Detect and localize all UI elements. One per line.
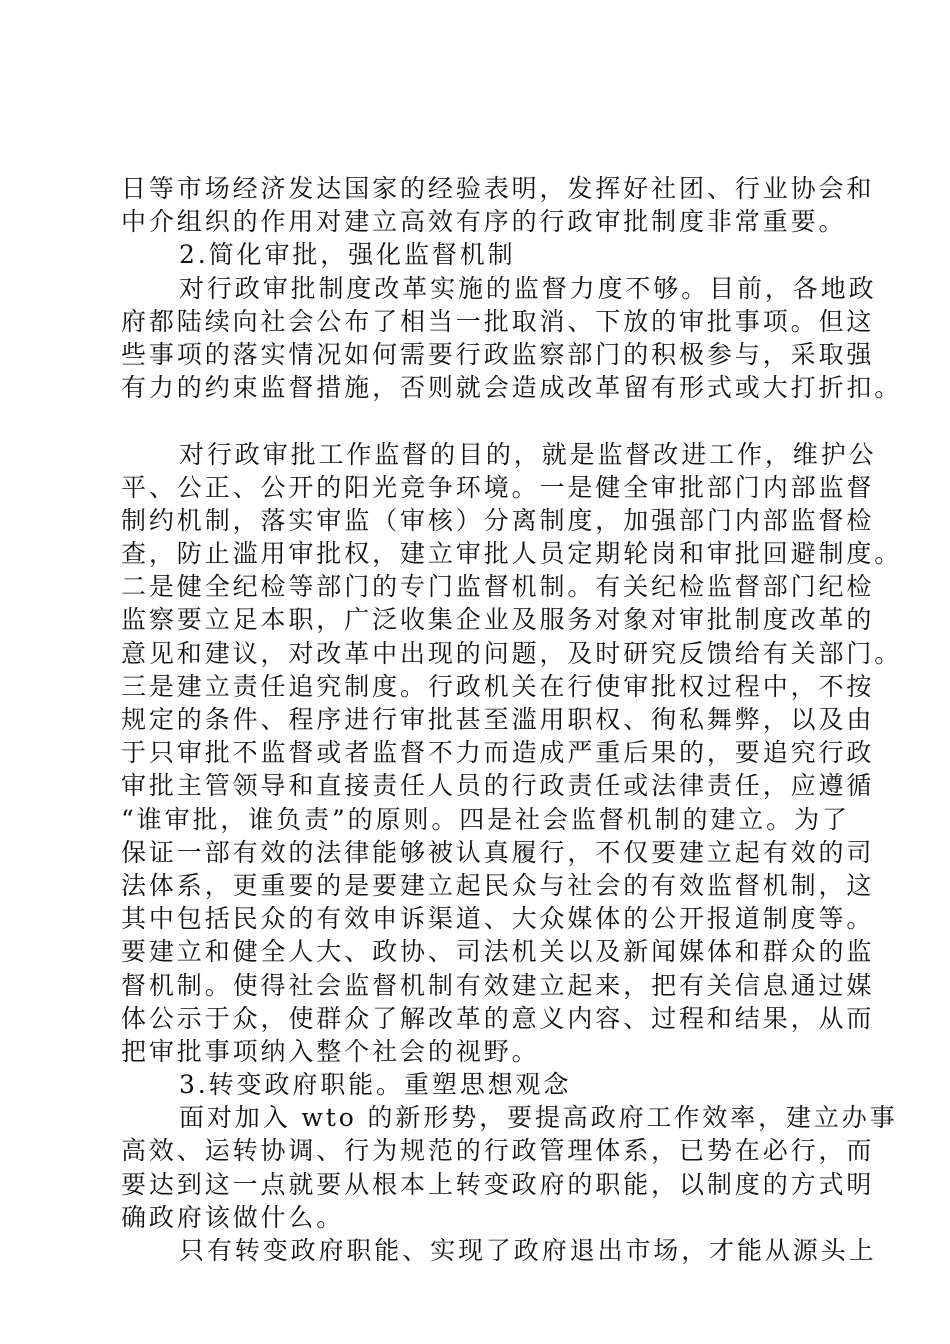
paragraph-start: 面对加入 wto 的新形势，要提高政府工作效率，建立办事 (179, 1103, 898, 1133)
paragraph-start: 对行政审批制度改革实施的监督力度不够。目前，各地政 (179, 273, 877, 303)
text-line: 要建立和健全人大、政协、司法机关以及新闻媒体和群众的监 (121, 937, 875, 967)
text-line: 三是建立责任追究制度。行政机关在行使审批权过程中，不按 (121, 671, 875, 701)
text-line: 中介组织的作用对建立高效有序的行政审批制度非常重要。 (121, 207, 847, 237)
text-line: 些事项的落实情况如何需要行政监察部门的积极参与，采取强 (121, 339, 875, 369)
text-line: 平、公正、公开的阳光竞争环境。一是健全审批部门内部监督 (121, 472, 875, 502)
text-line: 审批主管领导和直接责任人员的行政责任或法律责任，应遵循 (121, 771, 875, 801)
paragraph-start: 对行政审批工作监督的目的，就是监督改进工作，维护公 (179, 439, 877, 469)
text-line: 确政府该做什么。 (121, 1202, 345, 1232)
text-line: “谁审批，谁负责”的原则。四是社会监督机制的建立。为了 (121, 804, 850, 834)
text-line: 保证一部有效的法律能够被认真履行，不仅要建立起有效的司 (121, 837, 875, 867)
text-line: 其中包括民众的有效申诉渠道、大众媒体的公开报道制度等。 (121, 904, 875, 934)
paragraph-start: 只有转变政府职能、实现了政府退出市场，才能从源头上 (179, 1236, 877, 1265)
section-heading: 3.转变政府职能。重塑思想观念 (179, 1070, 572, 1100)
text-line: 体公示于众，使群众了解改革的意义内容、过程和结果，从而 (121, 1003, 875, 1033)
text-line: 监察要立足本职，广泛收集企业及服务对象对审批制度改革的 (121, 605, 875, 635)
text-line: 府都陆续向社会公布了相当一批取消、下放的审批事项。但这 (121, 306, 875, 336)
text-line: 制约机制，落实审监（审核）分离制度，加强部门内部监督检 (121, 505, 875, 535)
text-line: 日等市场经济发达国家的经验表明，发挥好社团、行业协会和 (121, 174, 875, 203)
text-line: 督机制。使得社会监督机制有效建立起来，把有关信息通过媒 (121, 970, 875, 1000)
text-line: 查，防止滥用审批权，建立审批人员定期轮岗和审批回避制度。 (121, 539, 903, 569)
text-line: 有力的约束监督措施，否则就会造成改革留有形式或大打折扣。 (121, 373, 903, 403)
text-line: 意见和建议，对改革中出现的问题，及时研究反馈给有关部门。 (121, 638, 903, 668)
section-heading: 2.简化审批，强化监督机制 (179, 240, 516, 270)
document-body (121, 172, 903, 1267)
text-line: 规定的条件、程序进行审批甚至滥用职权、徇私舞弊，以及由 (121, 705, 875, 734)
text-line: 把审批事项纳入整个社会的视野。 (121, 1036, 540, 1066)
text-line: 于只审批不监督或者监督不力而造成严重后果的，要追究行政 (121, 738, 875, 768)
blank-line (121, 404, 833, 437)
text-line: 法体系，更重要的是要建立起民众与社会的有效监督机制，这 (121, 870, 875, 900)
text-line: 二是健全纪检等部门的专门监督机制。有关纪检监督部门纪检 (121, 572, 875, 602)
text-line: 要达到这一点就要从根本上转变政府的职能，以制度的方式明 (121, 1169, 875, 1199)
text-line: 高效、运转协调、行为规范的行政管理体系，已势在必行，而 (121, 1136, 875, 1166)
